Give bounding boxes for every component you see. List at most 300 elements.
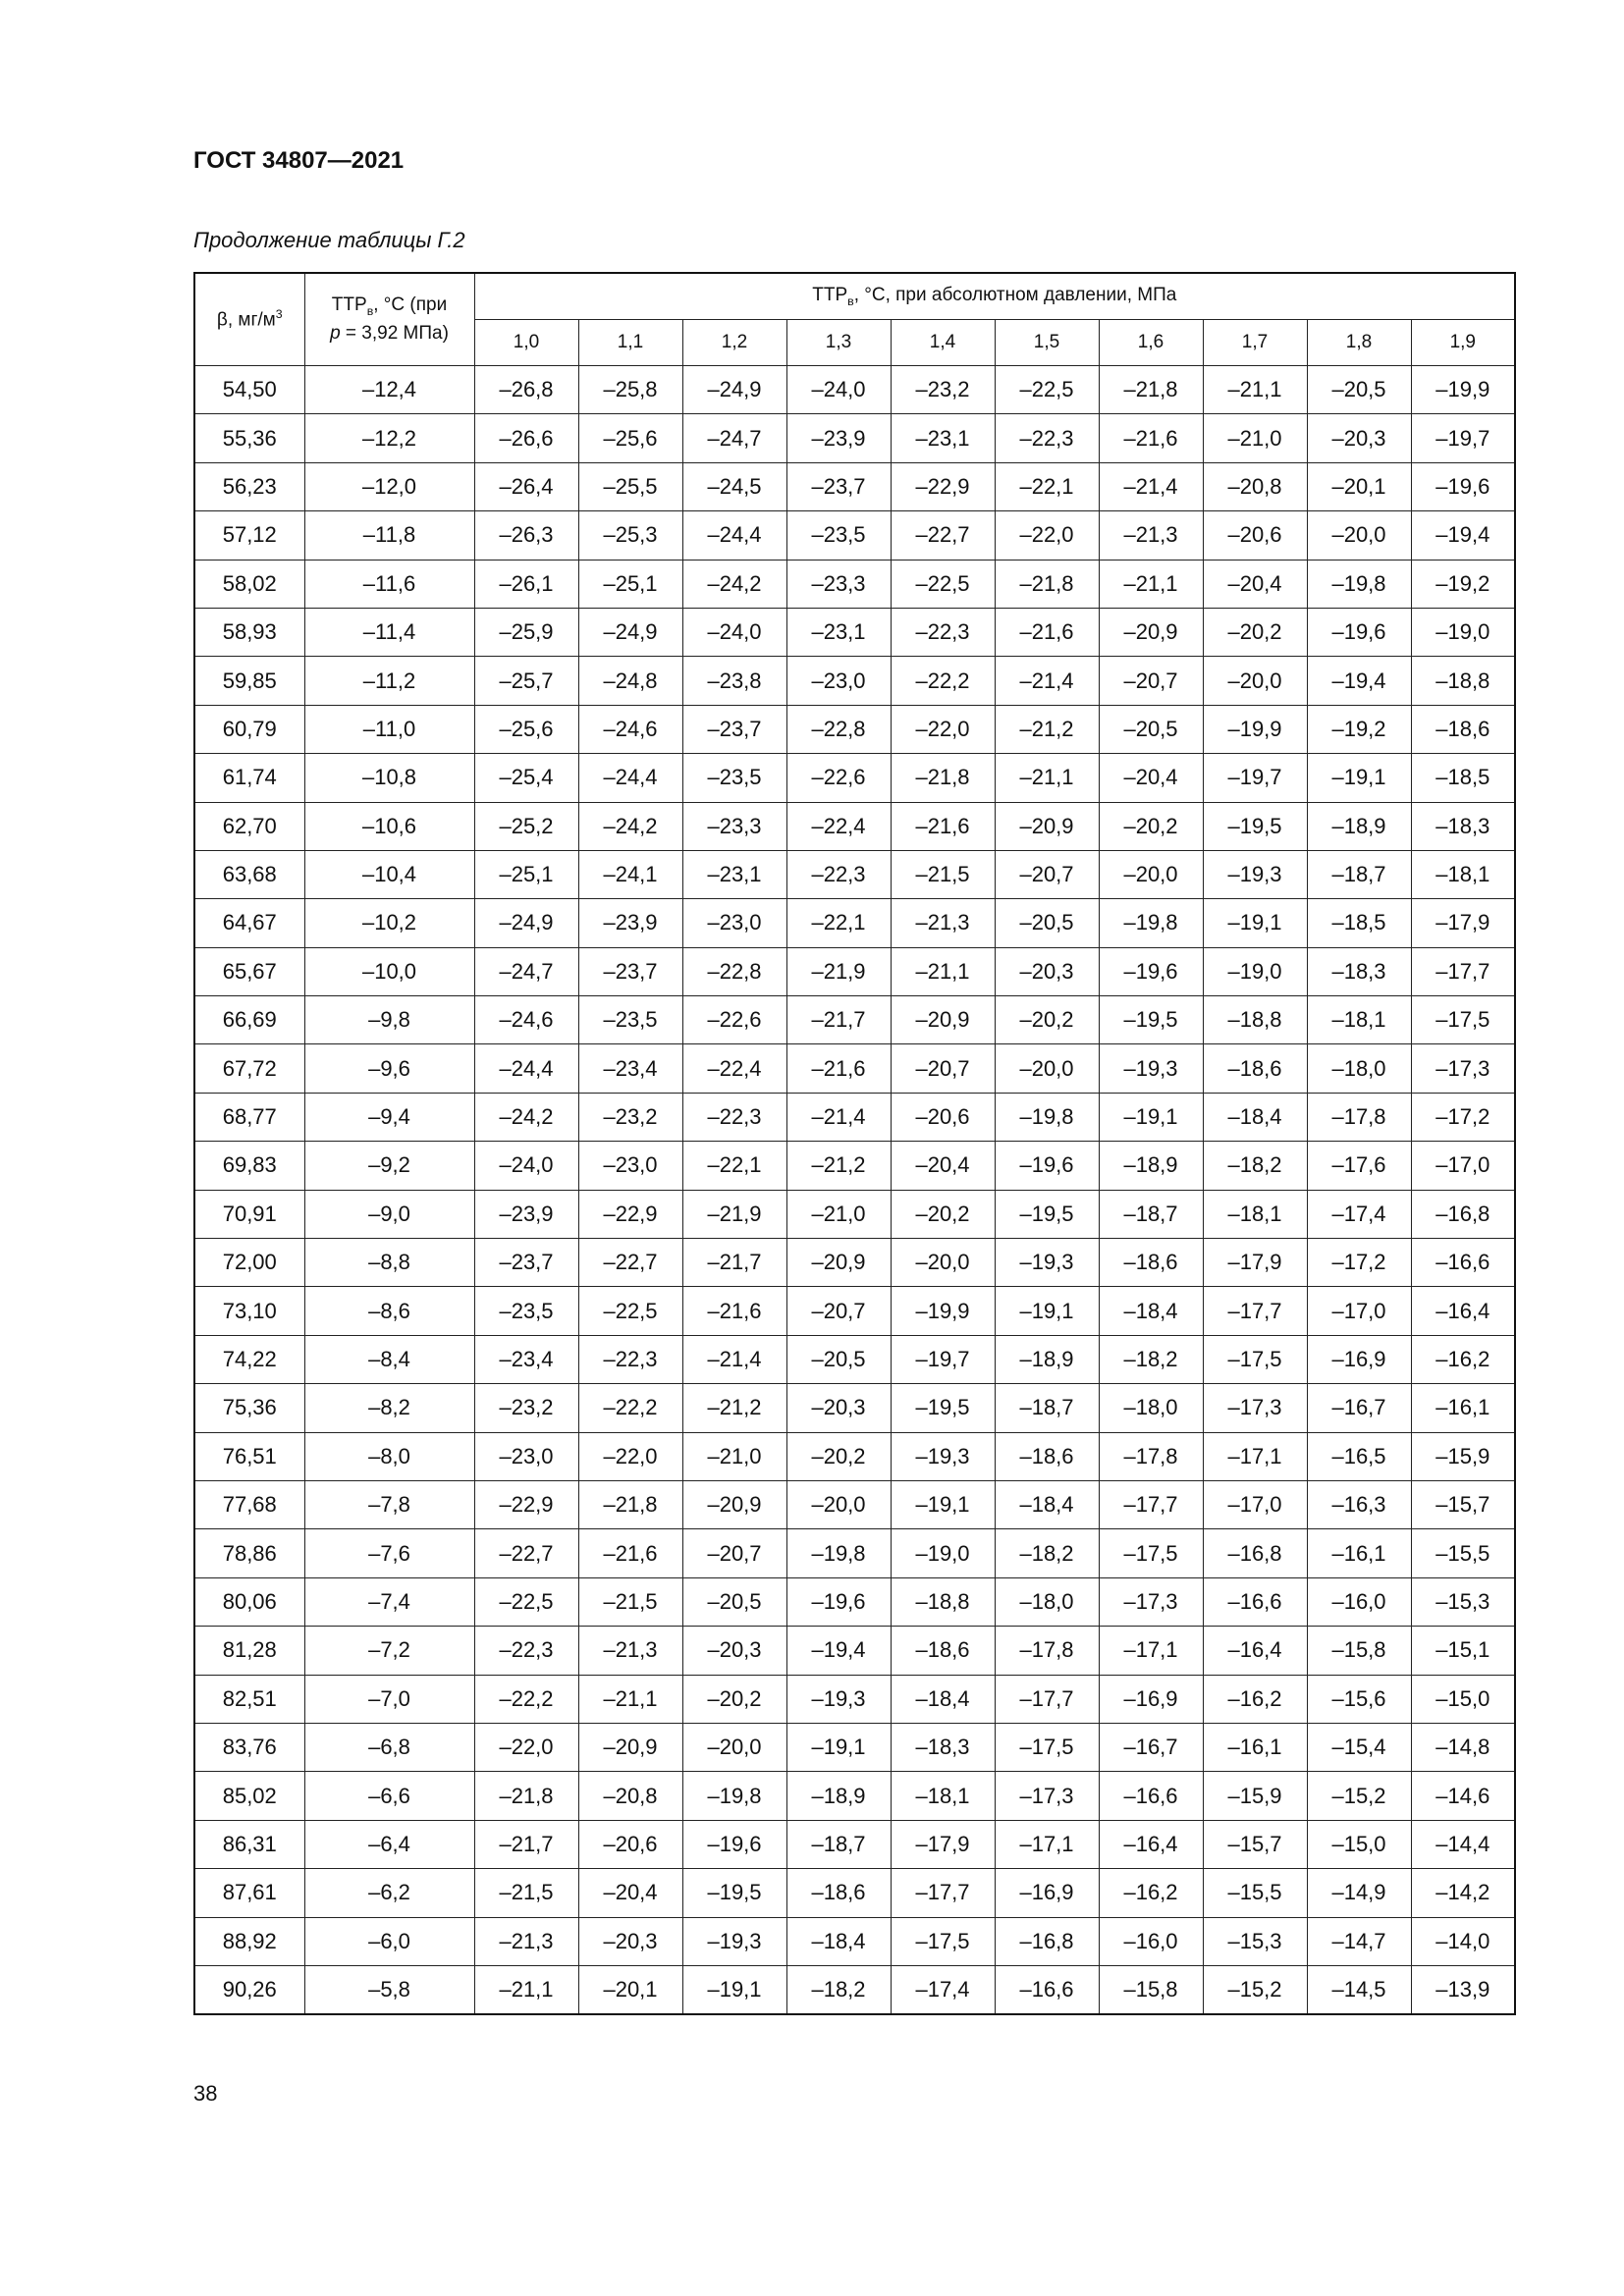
cell-ttr-value: –14,8 [1411,1723,1515,1771]
cell-ttr-value: –22,9 [578,1190,682,1238]
cell-ttr-value: –17,4 [891,1965,995,2014]
cell-ttr-value: –24,6 [474,996,578,1044]
cell-ttr-value: –20,5 [995,899,1099,947]
cell-ttr-value: –22,4 [786,802,891,850]
cell-ttr-value: –24,1 [578,850,682,898]
cell-ttr-value: –19,6 [786,1577,891,1626]
cell-ttr-value: –19,5 [682,1869,786,1917]
cell-beta: 62,70 [194,802,304,850]
cell-ttr-value: –15,3 [1203,1917,1307,1965]
cell-ttr-value: –18,2 [786,1965,891,2014]
cell-ttr-value: –22,3 [578,1335,682,1383]
cell-ttr-value: –24,6 [578,705,682,753]
cell-ttr-value: –18,4 [786,1917,891,1965]
cell-ttr-value: –22,3 [891,608,995,656]
cell-beta: 76,51 [194,1432,304,1480]
table-row [194,462,1515,510]
cell-ttr-value: –19,7 [1411,414,1515,462]
cell-ttr-value: –15,9 [1411,1432,1515,1480]
cell-ttr-value: –17,9 [1203,1239,1307,1287]
cell-ttr-value: –23,9 [474,1190,578,1238]
cell-beta: 63,68 [194,850,304,898]
cell-ttr-value: –19,3 [682,1917,786,1965]
cell-ttr-value: –17,0 [1203,1480,1307,1528]
cell-ttr-value: –22,2 [891,657,995,705]
cell-ttr-value: –19,4 [1411,511,1515,560]
cell-ttr-value: –16,0 [1099,1917,1203,1965]
cell-ttr-value: –26,6 [474,414,578,462]
table-row [194,1287,1515,1335]
cell-ttr-value: –18,6 [786,1869,891,1917]
cell-ttr-reference: –7,6 [304,1529,474,1577]
cell-ttr-value: –18,1 [1307,996,1411,1044]
cell-beta: 77,68 [194,1480,304,1528]
cell-ttr-value: –19,3 [995,1239,1099,1287]
cell-ttr-value: –23,9 [578,899,682,947]
cell-beta: 58,93 [194,608,304,656]
cell-beta: 72,00 [194,1239,304,1287]
cell-ttr-value: –16,4 [1411,1287,1515,1335]
cell-ttr-value: –22,9 [474,1480,578,1528]
cell-ttr-value: –18,6 [1203,1044,1307,1093]
cell-ttr-value: –20,9 [578,1723,682,1771]
cell-ttr-value: –21,1 [995,754,1099,802]
cell-ttr-value: –15,3 [1411,1577,1515,1626]
cell-ttr-value: –24,4 [682,511,786,560]
cell-ttr-value: –22,0 [578,1432,682,1480]
cell-beta: 69,83 [194,1142,304,1190]
cell-ttr-value: –21,6 [1099,414,1203,462]
cell-ttr-value: –21,3 [891,899,995,947]
cell-ttr-value: –19,9 [1411,366,1515,414]
cell-ttr-value: –19,1 [1099,1093,1203,1141]
cell-beta: 83,76 [194,1723,304,1771]
cell-ttr-value: –22,0 [474,1723,578,1771]
cell-ttr-value: –21,6 [891,802,995,850]
cell-ttr-value: –23,5 [786,511,891,560]
cell-ttr-value: –19,7 [1203,754,1307,802]
cell-ttr-value: –20,6 [891,1093,995,1141]
cell-ttr-value: –21,6 [682,1287,786,1335]
table-row [194,1190,1515,1238]
cell-ttr-value: –16,9 [1307,1335,1411,1383]
cell-ttr-value: –18,1 [1411,850,1515,898]
data-table [193,272,1516,2015]
table-caption: Продолжение таблицы Г.2 [193,228,465,252]
cell-ttr-value: –18,6 [891,1627,995,1675]
cell-ttr-value: –16,7 [1307,1384,1411,1432]
cell-ttr-value: –23,3 [786,560,891,608]
cell-beta: 85,02 [194,1772,304,1820]
cell-ttr-value: –19,0 [1203,947,1307,995]
cell-ttr-value: –14,4 [1411,1820,1515,1868]
cell-ttr-value: –18,4 [1203,1093,1307,1141]
cell-ttr-value: –17,5 [995,1723,1099,1771]
cell-ttr-value: –23,0 [682,899,786,947]
cell-ttr-value: –20,2 [1203,608,1307,656]
cell-ttr-value: –22,7 [578,1239,682,1287]
cell-ttr-value: –15,8 [1099,1965,1203,2014]
cell-ttr-value: –18,3 [1411,802,1515,850]
cell-ttr-value: –21,2 [995,705,1099,753]
cell-ttr-value: –20,9 [891,996,995,1044]
table-row [194,560,1515,608]
cell-ttr-value: –17,7 [891,1869,995,1917]
column-header-pressure: 1,0 [474,320,578,366]
table-row [194,1239,1515,1287]
cell-ttr-value: –17,5 [1411,996,1515,1044]
cell-ttr-value: –19,2 [1411,560,1515,608]
cell-beta: 65,67 [194,947,304,995]
cell-ttr-value: –14,9 [1307,1869,1411,1917]
cell-ttr-value: –18,2 [1099,1335,1203,1383]
cell-ttr-value: –19,6 [995,1142,1099,1190]
cell-beta: 61,74 [194,754,304,802]
cell-ttr-value: –20,3 [682,1627,786,1675]
cell-ttr-value: –24,4 [578,754,682,802]
cell-ttr-reference: –6,4 [304,1820,474,1868]
cell-ttr-value: –19,0 [1411,608,1515,656]
cell-ttr-value: –15,6 [1307,1675,1411,1723]
cell-ttr-value: –24,2 [474,1093,578,1141]
cell-ttr-value: –20,7 [891,1044,995,1093]
cell-beta: 78,86 [194,1529,304,1577]
cell-beta: 58,02 [194,560,304,608]
cell-beta: 73,10 [194,1287,304,1335]
cell-ttr-value: –21,4 [682,1335,786,1383]
cell-ttr-value: –14,0 [1411,1917,1515,1965]
cell-ttr-value: –20,1 [578,1965,682,2014]
cell-ttr-value: –15,2 [1203,1965,1307,2014]
cell-ttr-reference: –5,8 [304,1965,474,2014]
cell-ttr-value: –18,6 [995,1432,1099,1480]
cell-ttr-value: –18,2 [1203,1142,1307,1190]
cell-ttr-value: –24,9 [474,899,578,947]
cell-ttr-value: –20,3 [1307,414,1411,462]
cell-ttr-value: –18,8 [1411,657,1515,705]
cell-ttr-value: –18,4 [891,1675,995,1723]
cell-ttr-value: –20,4 [1099,754,1203,802]
cell-ttr-value: –22,4 [682,1044,786,1093]
cell-ttr-value: –18,7 [786,1820,891,1868]
cell-ttr-value: –20,7 [995,850,1099,898]
cell-ttr-value: –17,9 [891,1820,995,1868]
cell-ttr-value: –21,4 [1099,462,1203,510]
cell-ttr-value: –20,9 [1099,608,1203,656]
cell-ttr-value: –13,9 [1411,1965,1515,2014]
cell-ttr-value: –21,8 [578,1480,682,1528]
cell-ttr-value: –19,1 [995,1287,1099,1335]
cell-ttr-value: –21,1 [891,947,995,995]
cell-ttr-value: –22,7 [474,1529,578,1577]
table-row [194,705,1515,753]
cell-ttr-value: –20,0 [891,1239,995,1287]
cell-ttr-value: –22,8 [786,705,891,753]
cell-ttr-value: –23,4 [578,1044,682,1093]
cell-ttr-value: –23,2 [474,1384,578,1432]
cell-ttr-value: –26,3 [474,511,578,560]
cell-ttr-value: –24,0 [682,608,786,656]
cell-ttr-value: –17,3 [1099,1577,1203,1626]
cell-ttr-reference: –6,0 [304,1917,474,1965]
cell-ttr-reference: –11,0 [304,705,474,753]
cell-ttr-value: –20,7 [1099,657,1203,705]
cell-ttr-reference: –6,6 [304,1772,474,1820]
cell-ttr-value: –18,9 [995,1335,1099,1383]
cell-ttr-value: –17,1 [1099,1627,1203,1675]
cell-ttr-value: –24,2 [578,802,682,850]
cell-ttr-value: –16,1 [1411,1384,1515,1432]
cell-ttr-reference: –10,6 [304,802,474,850]
cell-beta: 66,69 [194,996,304,1044]
cell-ttr-value: –15,2 [1307,1772,1411,1820]
cell-ttr-value: –17,7 [1099,1480,1203,1528]
cell-ttr-value: –21,4 [786,1093,891,1141]
cell-ttr-value: –22,3 [682,1093,786,1141]
cell-ttr-value: –19,6 [1307,608,1411,656]
table-row [194,1432,1515,1480]
cell-ttr-value: –17,3 [1203,1384,1307,1432]
cell-ttr-value: –25,4 [474,754,578,802]
table-row [194,1529,1515,1577]
table-row [194,899,1515,947]
cell-ttr-value: –17,0 [1411,1142,1515,1190]
cell-ttr-value: –23,9 [786,414,891,462]
cell-ttr-value: –19,8 [1307,560,1411,608]
cell-ttr-reference: –9,6 [304,1044,474,1093]
cell-ttr-value: –19,7 [891,1335,995,1383]
cell-ttr-value: –20,5 [786,1335,891,1383]
cell-ttr-value: –20,8 [578,1772,682,1820]
cell-ttr-value: –20,3 [578,1917,682,1965]
cell-ttr-reference: –10,2 [304,899,474,947]
cell-ttr-value: –25,7 [474,657,578,705]
cell-ttr-value: –16,8 [995,1917,1099,1965]
cell-ttr-reference: –11,2 [304,657,474,705]
cell-ttr-value: –20,2 [891,1190,995,1238]
cell-ttr-value: –21,2 [786,1142,891,1190]
cell-ttr-value: –19,8 [786,1529,891,1577]
cell-ttr-value: –21,1 [578,1675,682,1723]
cell-ttr-value: –16,5 [1307,1432,1411,1480]
cell-ttr-value: –18,0 [1307,1044,1411,1093]
column-header-pressure: 1,2 [682,320,786,366]
cell-ttr-value: –24,7 [474,947,578,995]
cell-ttr-value: –21,3 [474,1917,578,1965]
table-row [194,1675,1515,1723]
cell-ttr-value: –18,7 [1099,1190,1203,1238]
cell-ttr-value: –19,9 [891,1287,995,1335]
cell-ttr-value: –22,2 [474,1675,578,1723]
cell-ttr-value: –18,3 [891,1723,995,1771]
cell-ttr-value: –16,6 [1411,1239,1515,1287]
cell-beta: 54,50 [194,366,304,414]
cell-ttr-value: –24,8 [578,657,682,705]
cell-ttr-value: –20,2 [995,996,1099,1044]
cell-ttr-value: –21,8 [995,560,1099,608]
column-header-beta: β, $мг/м^3$ [194,273,304,366]
cell-ttr-value: –25,1 [474,850,578,898]
cell-ttr-value: –15,0 [1307,1820,1411,1868]
cell-ttr-value: –23,3 [682,802,786,850]
cell-ttr-value: –18,5 [1411,754,1515,802]
cell-ttr-value: –20,5 [1099,705,1203,753]
cell-ttr-value: –23,2 [578,1093,682,1141]
table-row [194,1093,1515,1141]
cell-ttr-value: –23,5 [682,754,786,802]
table-row [194,754,1515,802]
document-header: ГОСТ 34807—2021 [193,147,405,174]
cell-ttr-value: –26,8 [474,366,578,414]
cell-ttr-reference: –11,8 [304,511,474,560]
cell-ttr-value: –21,5 [474,1869,578,1917]
cell-ttr-value: –20,7 [682,1529,786,1577]
cell-ttr-value: –22,3 [474,1627,578,1675]
cell-ttr-value: –15,8 [1307,1627,1411,1675]
cell-ttr-value: –19,1 [1307,754,1411,802]
cell-ttr-reference: –12,4 [304,366,474,414]
cell-ttr-value: –16,9 [1099,1675,1203,1723]
cell-ttr-value: –14,7 [1307,1917,1411,1965]
cell-ttr-value: –20,2 [1099,802,1203,850]
cell-ttr-value: –17,0 [1307,1287,1411,1335]
cell-ttr-value: –18,2 [995,1529,1099,1577]
cell-ttr-value: –17,9 [1411,899,1515,947]
cell-ttr-value: –15,7 [1411,1480,1515,1528]
cell-ttr-value: –14,5 [1307,1965,1411,2014]
cell-ttr-reference: –9,4 [304,1093,474,1141]
cell-ttr-reference: –7,8 [304,1480,474,1528]
cell-ttr-reference: –6,8 [304,1723,474,1771]
cell-ttr-reference: –8,4 [304,1335,474,1383]
cell-ttr-value: –17,5 [1203,1335,1307,1383]
cell-ttr-value: –21,1 [1099,560,1203,608]
cell-ttr-value: –18,0 [995,1577,1099,1626]
cell-ttr-value: –20,3 [995,947,1099,995]
cell-ttr-value: –18,6 [1099,1239,1203,1287]
cell-ttr-value: –20,6 [1203,511,1307,560]
cell-ttr-value: –21,1 [474,1965,578,2014]
cell-ttr-value: –22,5 [995,366,1099,414]
cell-ttr-value: –22,8 [682,947,786,995]
cell-ttr-value: –23,7 [682,705,786,753]
cell-ttr-value: –21,2 [682,1384,786,1432]
cell-ttr-value: –21,5 [578,1577,682,1626]
table-row [194,1480,1515,1528]
cell-ttr-value: –16,0 [1307,1577,1411,1626]
cell-ttr-reference: –7,2 [304,1627,474,1675]
cell-ttr-value: –17,6 [1307,1142,1411,1190]
cell-ttr-value: –17,5 [1099,1529,1203,1577]
cell-ttr-value: –17,2 [1307,1239,1411,1287]
cell-ttr-value: –26,4 [474,462,578,510]
cell-ttr-value: –21,3 [578,1627,682,1675]
cell-ttr-value: –20,3 [786,1384,891,1432]
cell-ttr-value: –21,8 [474,1772,578,1820]
cell-ttr-value: –25,2 [474,802,578,850]
cell-ttr-value: –18,4 [995,1480,1099,1528]
cell-ttr-value: –21,6 [995,608,1099,656]
cell-ttr-value: –19,2 [1307,705,1411,753]
cell-ttr-value: –19,5 [1099,996,1203,1044]
cell-ttr-value: –22,0 [891,705,995,753]
cell-ttr-value: –18,1 [1203,1190,1307,1238]
cell-ttr-value: –22,3 [995,414,1099,462]
cell-ttr-value: –24,2 [682,560,786,608]
cell-ttr-value: –17,8 [1099,1432,1203,1480]
cell-beta: 68,77 [194,1093,304,1141]
cell-ttr-value: –15,5 [1203,1869,1307,1917]
cell-ttr-value: –25,9 [474,608,578,656]
cell-ttr-reference: –12,0 [304,462,474,510]
cell-ttr-value: –20,2 [682,1675,786,1723]
cell-ttr-value: –20,1 [1307,462,1411,510]
cell-ttr-value: –17,3 [1411,1044,1515,1093]
cell-ttr-value: –24,4 [474,1044,578,1093]
cell-ttr-value: –26,1 [474,560,578,608]
cell-beta: 80,06 [194,1577,304,1626]
cell-ttr-value: –19,4 [1307,657,1411,705]
cell-ttr-value: –24,5 [682,462,786,510]
cell-ttr-value: –16,1 [1307,1529,1411,1577]
cell-ttr-value: –17,5 [891,1917,995,1965]
table-row [194,1917,1515,1965]
cell-ttr-value: –18,3 [1307,947,1411,995]
cell-ttr-value: –19,5 [1203,802,1307,850]
table-row [194,1384,1515,1432]
cell-ttr-value: –19,1 [682,1965,786,2014]
cell-beta: 82,51 [194,1675,304,1723]
cell-ttr-value: –20,5 [1307,366,1411,414]
cell-ttr-value: –20,4 [891,1142,995,1190]
cell-ttr-value: –16,8 [1411,1190,1515,1238]
cell-ttr-value: –20,0 [682,1723,786,1771]
cell-ttr-value: –25,1 [578,560,682,608]
cell-ttr-value: –20,0 [995,1044,1099,1093]
table-row [194,1772,1515,1820]
cell-ttr-value: –23,7 [578,947,682,995]
table-row [194,1577,1515,1626]
cell-ttr-value: –23,0 [578,1142,682,1190]
cell-ttr-reference: –6,2 [304,1869,474,1917]
column-header-pressure: 1,9 [1411,320,1515,366]
cell-ttr-value: –22,6 [786,754,891,802]
column-header-pressure: 1,6 [1099,320,1203,366]
table-row [194,366,1515,414]
cell-ttr-value: –16,8 [1203,1529,1307,1577]
cell-ttr-value: –17,8 [995,1627,1099,1675]
cell-ttr-value: –16,7 [1099,1723,1203,1771]
cell-ttr-value: –22,0 [995,511,1099,560]
cell-ttr-value: –21,1 [1203,366,1307,414]
table-row [194,1335,1515,1383]
cell-ttr-value: –23,1 [786,608,891,656]
cell-ttr-value: –21,9 [786,947,891,995]
cell-ttr-value: –21,9 [682,1190,786,1238]
cell-ttr-value: –19,8 [995,1093,1099,1141]
cell-ttr-value: –14,2 [1411,1869,1515,1917]
cell-ttr-value: –23,7 [474,1239,578,1287]
cell-ttr-value: –17,7 [995,1675,1099,1723]
cell-ttr-value: –19,5 [995,1190,1099,1238]
cell-ttr-value: –18,8 [891,1577,995,1626]
cell-ttr-value: –19,8 [682,1772,786,1820]
cell-ttr-value: –20,8 [1203,462,1307,510]
cell-ttr-value: –14,6 [1411,1772,1515,1820]
cell-beta: 81,28 [194,1627,304,1675]
cell-ttr-value: –17,1 [1203,1432,1307,1480]
cell-beta: 64,67 [194,899,304,947]
